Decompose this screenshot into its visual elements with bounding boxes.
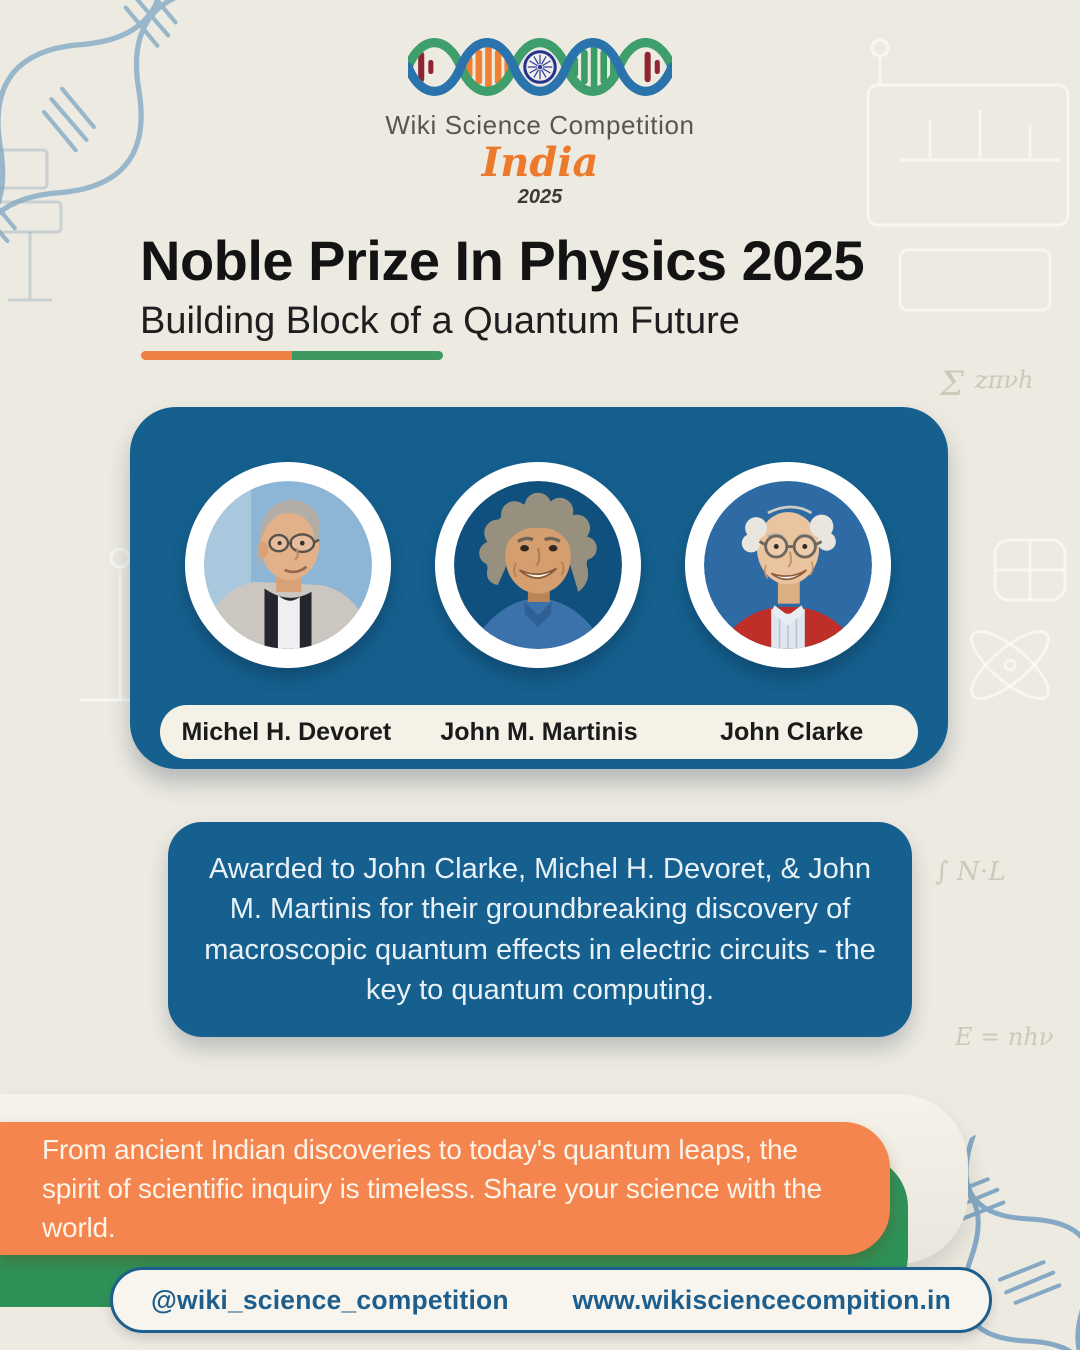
ashoka-chakra-icon bbox=[525, 52, 555, 82]
award-description-card bbox=[168, 822, 912, 1037]
underline-orange bbox=[141, 351, 292, 360]
call-to-action-banner bbox=[0, 1122, 890, 1255]
page-subtitle: Building Block of a Quantum Future bbox=[140, 300, 740, 342]
svg-text:zπνh: zπνh bbox=[975, 366, 1034, 394]
winner-names-pill bbox=[160, 705, 918, 759]
website-link[interactable]: www.wikisciencecompition.in bbox=[572, 1284, 951, 1315]
svg-text:∫ N⋅L: ∫ N⋅L bbox=[935, 857, 1006, 887]
portrait-john-clarke bbox=[685, 462, 891, 668]
tricolor-underline bbox=[141, 351, 443, 360]
winner-name-devoret: Michel H. Devoret bbox=[181, 717, 392, 746]
underline-green bbox=[292, 351, 443, 360]
social-handle-link[interactable]: @wiki_science_competition bbox=[151, 1284, 509, 1315]
winners-card bbox=[130, 407, 948, 769]
logo-region: India bbox=[481, 139, 599, 186]
logo-title: Wiki Science Competition bbox=[385, 110, 695, 140]
dna-helix-logo-icon bbox=[408, 30, 672, 104]
portrait-john-martinis bbox=[435, 462, 641, 668]
logo-year: 2025 bbox=[517, 186, 563, 208]
portrait-michel-devoret bbox=[185, 462, 391, 668]
call-to-action-text: From ancient Indian discoveries to today's quantum leaps, the spirit of scientific inquiry is timeless. Share your science with the world. bbox=[42, 1133, 822, 1244]
winner-name-martinis: John M. Martinis bbox=[440, 717, 638, 746]
award-description-text: Awarded to John Clarke, Michel H. Devoret, & John M. Martinis for their groundbreaking discovery of macroscopic quantum effects in electric circuits - the key to quantum computing. bbox=[204, 853, 876, 1006]
competition-logo bbox=[0, 30, 1080, 209]
winner-name-clarke: John Clarke bbox=[720, 717, 864, 746]
svg-text:Σ: Σ bbox=[940, 364, 965, 404]
svg-text:E = nhν: E = nhν bbox=[955, 1023, 1054, 1051]
footer-contact-pill bbox=[110, 1267, 992, 1333]
page-title: Noble Prize In Physics 2025 bbox=[140, 229, 865, 292]
